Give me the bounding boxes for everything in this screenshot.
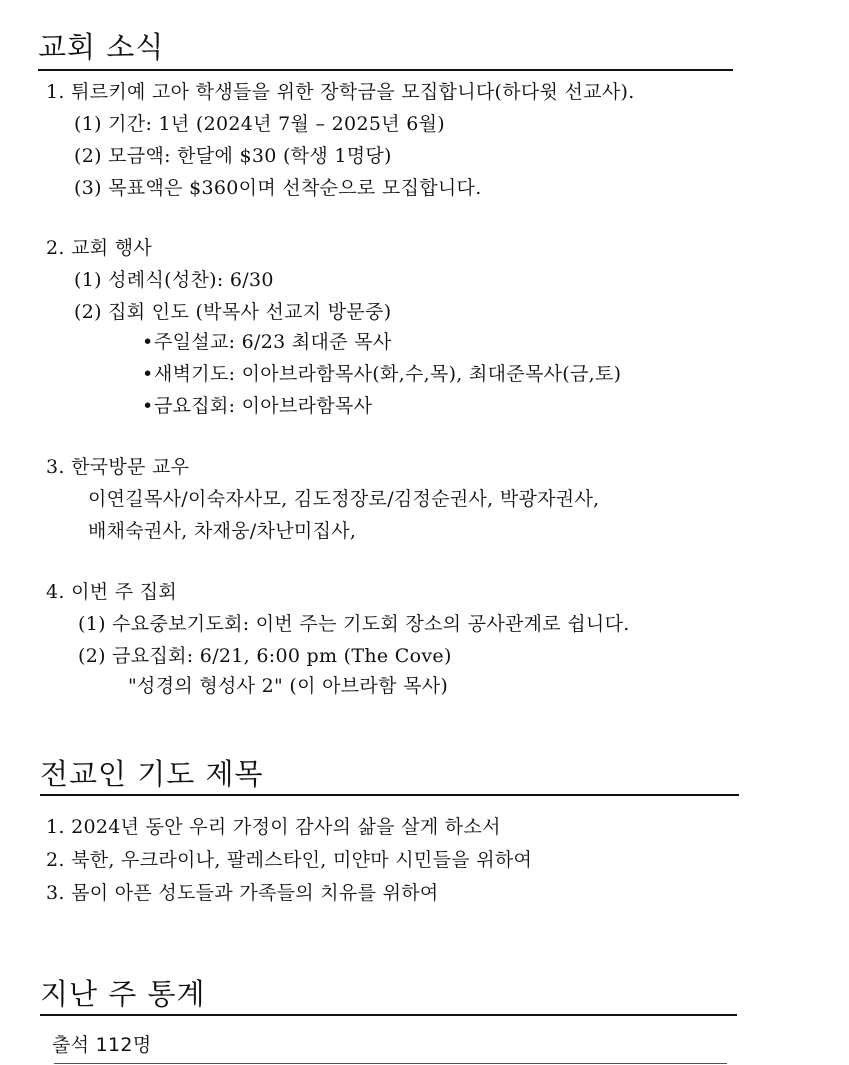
- news-item-3-line-2: 배채숙권사, 차재웅/차난미집사,: [88, 520, 357, 542]
- bullet-dot: •: [142, 395, 154, 417]
- bullet-dot: •: [142, 363, 154, 385]
- news-item-4-note: "성경의 형성사 2" (이 아브라함 목사): [128, 675, 449, 697]
- section-divider: [40, 794, 739, 796]
- attendance-count: 출석 112명: [52, 1034, 152, 1056]
- section-title-news: 교회 소식: [38, 30, 165, 64]
- news-item-2-bullet-2: [142, 362, 621, 386]
- bullet-text: 주일설교: 6/23 최대준 목사: [154, 331, 392, 353]
- section-title-stats: 지난 주 통계: [40, 977, 206, 1011]
- news-item-1: 1. 튀르키예 고아 학생들을 위한 장학금을 모집합니다(하다윗 선교사).: [46, 81, 635, 103]
- news-item-2-bullet-3: [142, 394, 372, 418]
- prayer-item-1: 1. 2024년 동안 우리 가정이 감사의 삶을 살게 하소서: [46, 816, 501, 838]
- news-item-2-sub-1: (1) 성례식(성찬): 6/30: [74, 269, 274, 291]
- news-item-4-sub-2: (2) 금요집회: 6/21, 6:00 pm (The Cove): [78, 645, 452, 667]
- news-item-3: 3. 한국방문 교우: [46, 456, 190, 478]
- bullet-text: 금요집회: 이아브라함목사: [154, 395, 373, 417]
- news-item-1-sub-3: (3) 목표액은 $360이며 선착순으로 모집합니다.: [74, 177, 482, 199]
- bullet-dot: •: [142, 331, 154, 353]
- section-divider: [38, 69, 733, 71]
- news-item-1-sub-2: (2) 모금액: 한달에 $30 (학생 1명당): [74, 145, 392, 167]
- prayer-item-3: 3. 몸이 아픈 성도들과 가족들의 치유를 위하여: [46, 882, 439, 904]
- news-item-2-sub-2: (2) 집회 인도 (박목사 선교지 방문중): [74, 301, 392, 323]
- news-item-1-sub-1: (1) 기간: 1년 (2024년 7월 – 2025년 6월): [74, 113, 445, 135]
- news-item-2-bullet-1: [142, 330, 391, 354]
- prayer-item-2: 2. 북한, 우크라이나, 팔레스타인, 미얀마 시민들을 위하여: [46, 849, 533, 871]
- news-item-3-line-1: 이연길목사/이숙자사모, 김도정장로/김정순권사, 박광자권사,: [88, 488, 600, 510]
- section-divider: [40, 1014, 737, 1016]
- section-title-prayer: 전교인 기도 제목: [40, 757, 264, 791]
- news-item-2: 2. 교회 행사: [46, 237, 153, 259]
- stats-underline: [54, 1063, 727, 1064]
- news-item-4: 4. 이번 주 집회: [46, 581, 178, 603]
- news-item-4-sub-1: (1) 수요중보기도회: 이번 주는 기도회 장소의 공사관계로 쉽니다.: [78, 613, 630, 635]
- bullet-text: 새벽기도: 이아브라함목사(화,수,목), 최대준목사(금,토): [154, 363, 622, 385]
